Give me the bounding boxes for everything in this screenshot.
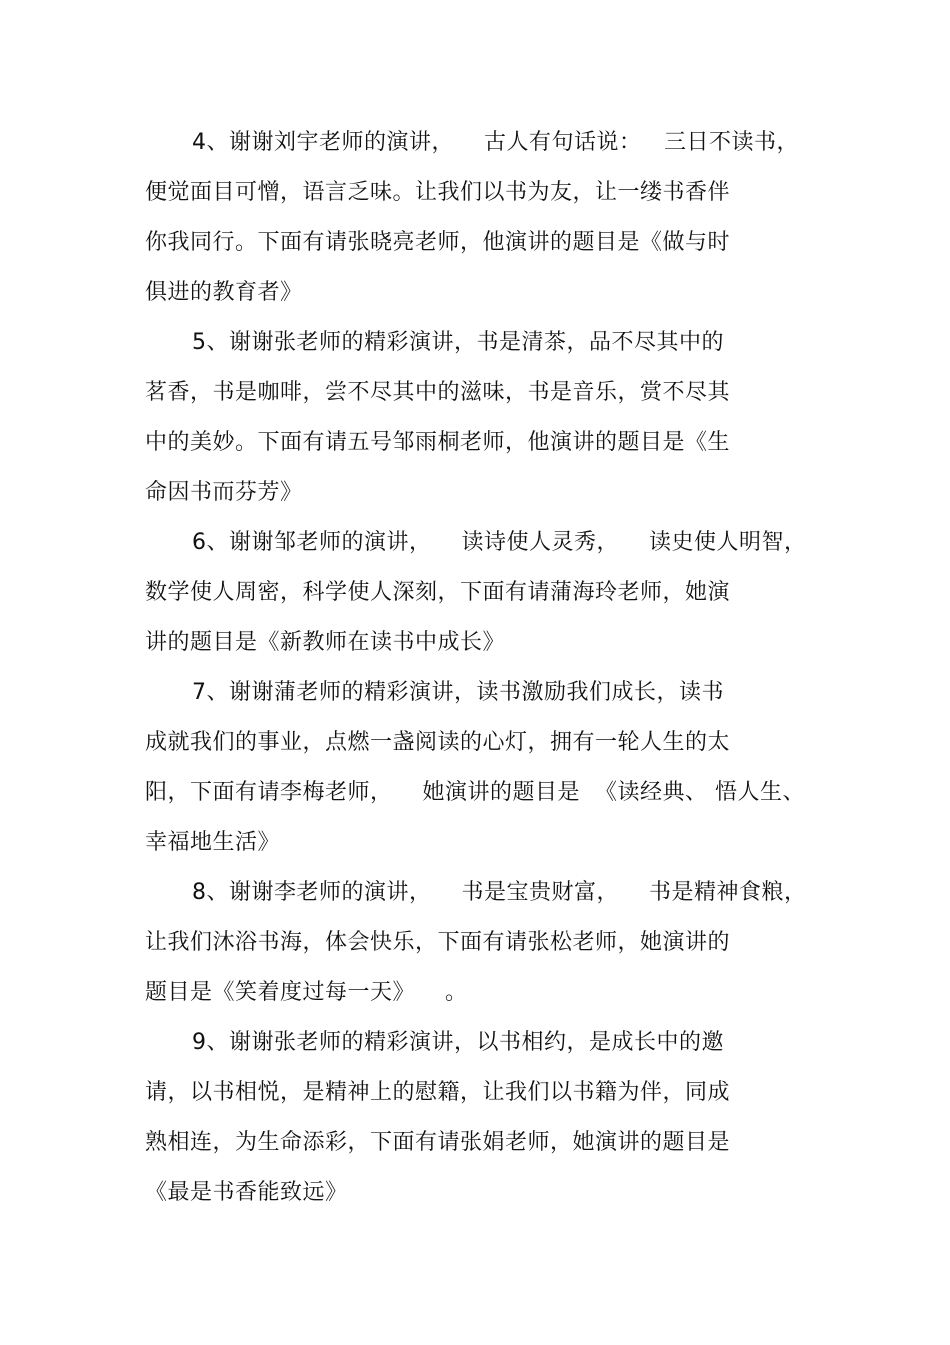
paragraph-5-line-2: 茗香，书是咖啡，尝不尽其中的滋味，书是音乐，赏不尽其 bbox=[145, 380, 731, 405]
paragraph-5-line-1: 5、谢谢张老师的精彩演讲，书是清茶，品不尽其中的 bbox=[192, 330, 724, 355]
paragraph-7-line-2: 成就我们的事业，点燃一盏阅读的心灯，拥有一轮人生的太 bbox=[145, 730, 731, 755]
paragraph-8-line-1: 8、谢谢李老师的演讲， 书是宝贵财富， 书是精神食粮， bbox=[192, 880, 807, 905]
paragraph-8-line-3: 题目是《笑着度过每一天》 。 bbox=[145, 980, 468, 1005]
paragraph-5-line-4: 命因书而芬芳》 bbox=[145, 480, 303, 505]
paragraph-9-line-1: 9、谢谢张老师的精彩演讲，以书相约，是成长中的邀 bbox=[192, 1030, 724, 1055]
paragraph-8-line-2: 让我们沐浴书海，体会快乐，下面有请张松老师，她演讲的 bbox=[145, 930, 731, 955]
paragraph-9-line-2: 请，以书相悦，是精神上的慰籍，让我们以书籍为伴，同成 bbox=[145, 1080, 731, 1105]
paragraph-4-line-3: 你我同行。下面有请张晓亮老师，他演讲的题目是《做与时 bbox=[145, 230, 731, 255]
paragraph-7-line-3: 阳，下面有请李梅老师， 她演讲的题目是 《读经典、 悟人生、 bbox=[145, 780, 805, 805]
paragraph-9-line-4: 《最是书香能致远》 bbox=[145, 1180, 348, 1205]
paragraph-6-line-3: 讲的题目是《新教师在读书中成长》 bbox=[145, 630, 506, 655]
paragraph-7-line-1: 7、谢谢蒲老师的精彩演讲，读书激励我们成长，读书 bbox=[192, 680, 724, 705]
paragraph-9-line-3: 熟相连，为生命添彩，下面有请张娟老师，她演讲的题目是 bbox=[145, 1130, 731, 1155]
paragraph-7-line-4: 幸福地生活》 bbox=[145, 830, 281, 855]
paragraph-5-line-3: 中的美妙。下面有请五号邹雨桐老师，他演讲的题目是《生 bbox=[145, 430, 731, 455]
paragraph-6-line-2: 数学使人周密，科学使人深刻，下面有请蒲海玲老师，她演 bbox=[145, 580, 731, 605]
paragraph-4-line-4: 俱进的教育者》 bbox=[145, 280, 303, 305]
paragraph-4-line-1: 4、谢谢刘宇老师的演讲， 古人有句话说： 三日不读书， bbox=[192, 130, 799, 155]
paragraph-6-line-1: 6、谢谢邹老师的演讲， 读诗使人灵秀， 读史使人明智， bbox=[192, 530, 807, 555]
paragraph-4-line-2: 便觉面目可憎，语言乏味。让我们以书为友，让一缕书香伴 bbox=[145, 180, 731, 205]
